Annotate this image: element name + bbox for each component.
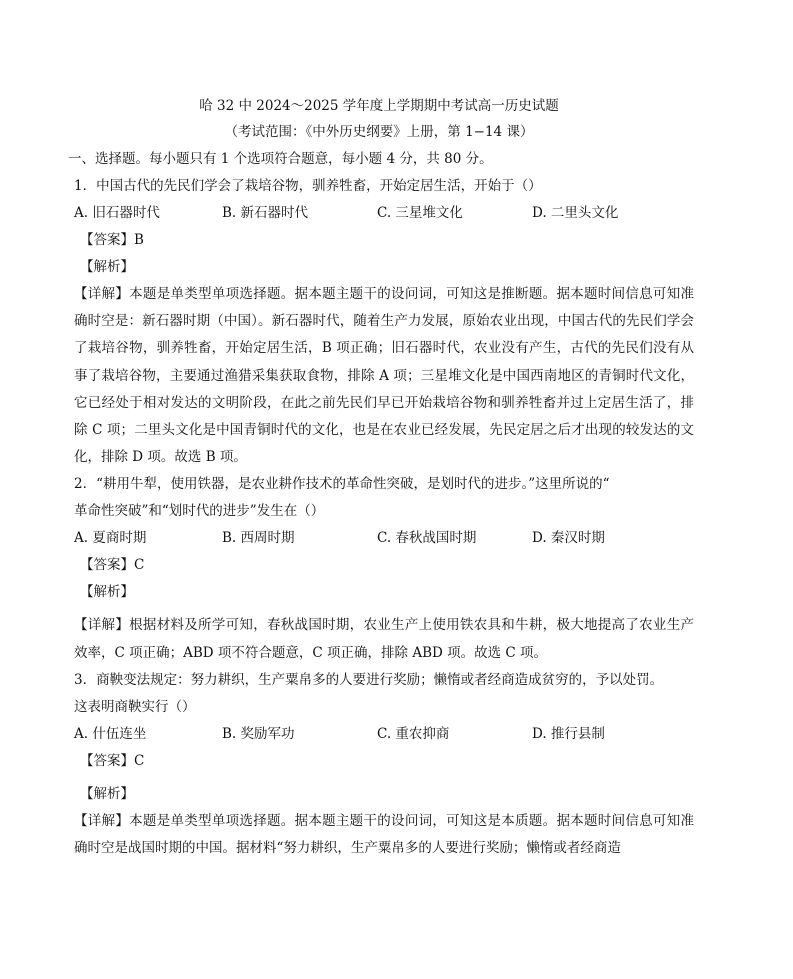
analysis-label: 【解析】: [80, 584, 134, 601]
question-options: [74, 200, 694, 227]
section-heading: 一、选择题。每小题只有 1 个选项符合题意，每小题 4 分，共 80 分。: [68, 151, 493, 167]
option-b: B. 奖励军功: [222, 725, 295, 742]
option-c: C. 重农抑商: [377, 725, 450, 742]
question-options: [74, 525, 694, 552]
exam-scope: （考试范围：《中外历史纲要》上册，第 1−14 课）: [224, 124, 534, 140]
answer-label: 【答案】C: [80, 752, 145, 769]
option-c: C. 春秋战国时期: [377, 530, 477, 547]
option-c: C. 三星堆文化: [377, 205, 463, 221]
option-d: D. 推行县制: [532, 725, 605, 742]
answer-label: 【答案】C: [80, 557, 145, 574]
exam-title: 哈 32 中 2024～2025 学年度上学期期中考试高一历史试题: [199, 98, 559, 114]
document-body: [68, 96, 694, 862]
answer-label: 【答案】B: [80, 232, 144, 248]
question-options: [74, 721, 694, 748]
option-a: A. 什伍连坐: [74, 725, 147, 742]
question-stem-continued: 这表明商鞅实行（）: [74, 698, 196, 715]
question-stem-continued: 革命性突破”和“划时代的进步”发生在（）: [74, 503, 325, 520]
option-d: D. 秦汉时期: [532, 530, 605, 547]
option-b: B. 新石器时代: [222, 205, 309, 221]
analysis-label: 【解析】: [80, 785, 134, 802]
question-stem: 3．商鞅变法规定：努力耕织，生产粟帛多的人要进行奖励；懒惰或者经商造成贫穷的，予以处罚。: [74, 671, 664, 688]
option-b: B. 西周时期: [222, 530, 295, 547]
question-stem: 2．“耕用牛犁，使用铁器，是农业耕作技术的革命性突破，是划时代的进步。”这里所说的“: [74, 476, 610, 493]
analysis-label: 【解析】: [80, 259, 134, 275]
question-2: [74, 471, 694, 666]
detail-text: 【详解】本题是单类型单项选择题。据本题主题干的设问词，可知这是本质题。据本题时间信息可知准确时空是战国时期的中国。据材料“努力耕织，生产粟帛多的人要进行奖励；懒惰或者经商造: [74, 812, 694, 857]
option-a: A. 旧石器时代: [74, 205, 160, 221]
question-stem: 1．中国古代的先民们学会了栽培谷物，驯养牲畜，开始定居生活，开始于（）: [74, 178, 542, 194]
question-1: [74, 173, 694, 471]
detail-text: 【详解】根据材料及所学可知，春秋战国时期，农业生产上使用铁农具和牛耕，极大地提高了农业生产效率，C 项正确；ABD 项不符合题意，C 项正确，排除 ABD 项。故选 C 项。: [74, 617, 694, 661]
question-3: [74, 667, 694, 862]
option-d: D. 二里头文化: [532, 205, 619, 221]
detail-text: 【详解】本题是单类型单项选择题。据本题主题干的设问词，可知这是推断题。据本题时间信息可知准确时空是：新石器时期（中国）。新石器时代，随着生产力发展，原始农业出现，中国古代的先民们学会了栽培谷物，驯养牲畜，开始定居生活，B 项正确；旧石器时代，农业没有产生，古代的先民们没有从事了栽培谷物，主要通过渔猎采集获取食物，排除 A 项；三星堆文化是中国西南地区的青铜时代文化，它已经处于相对发达的文明阶段，在此之前先民们早已开始栽培谷物和驯养牲畜并过上定居生活了，排除 C 项；二里头文化是中国青铜时代的文化，也是在农业已经发展，先民定居之后才出现的较发达的文化，排除 D 项。故选 B 项。: [74, 286, 694, 466]
option-a: A. 夏商时期: [74, 530, 147, 547]
